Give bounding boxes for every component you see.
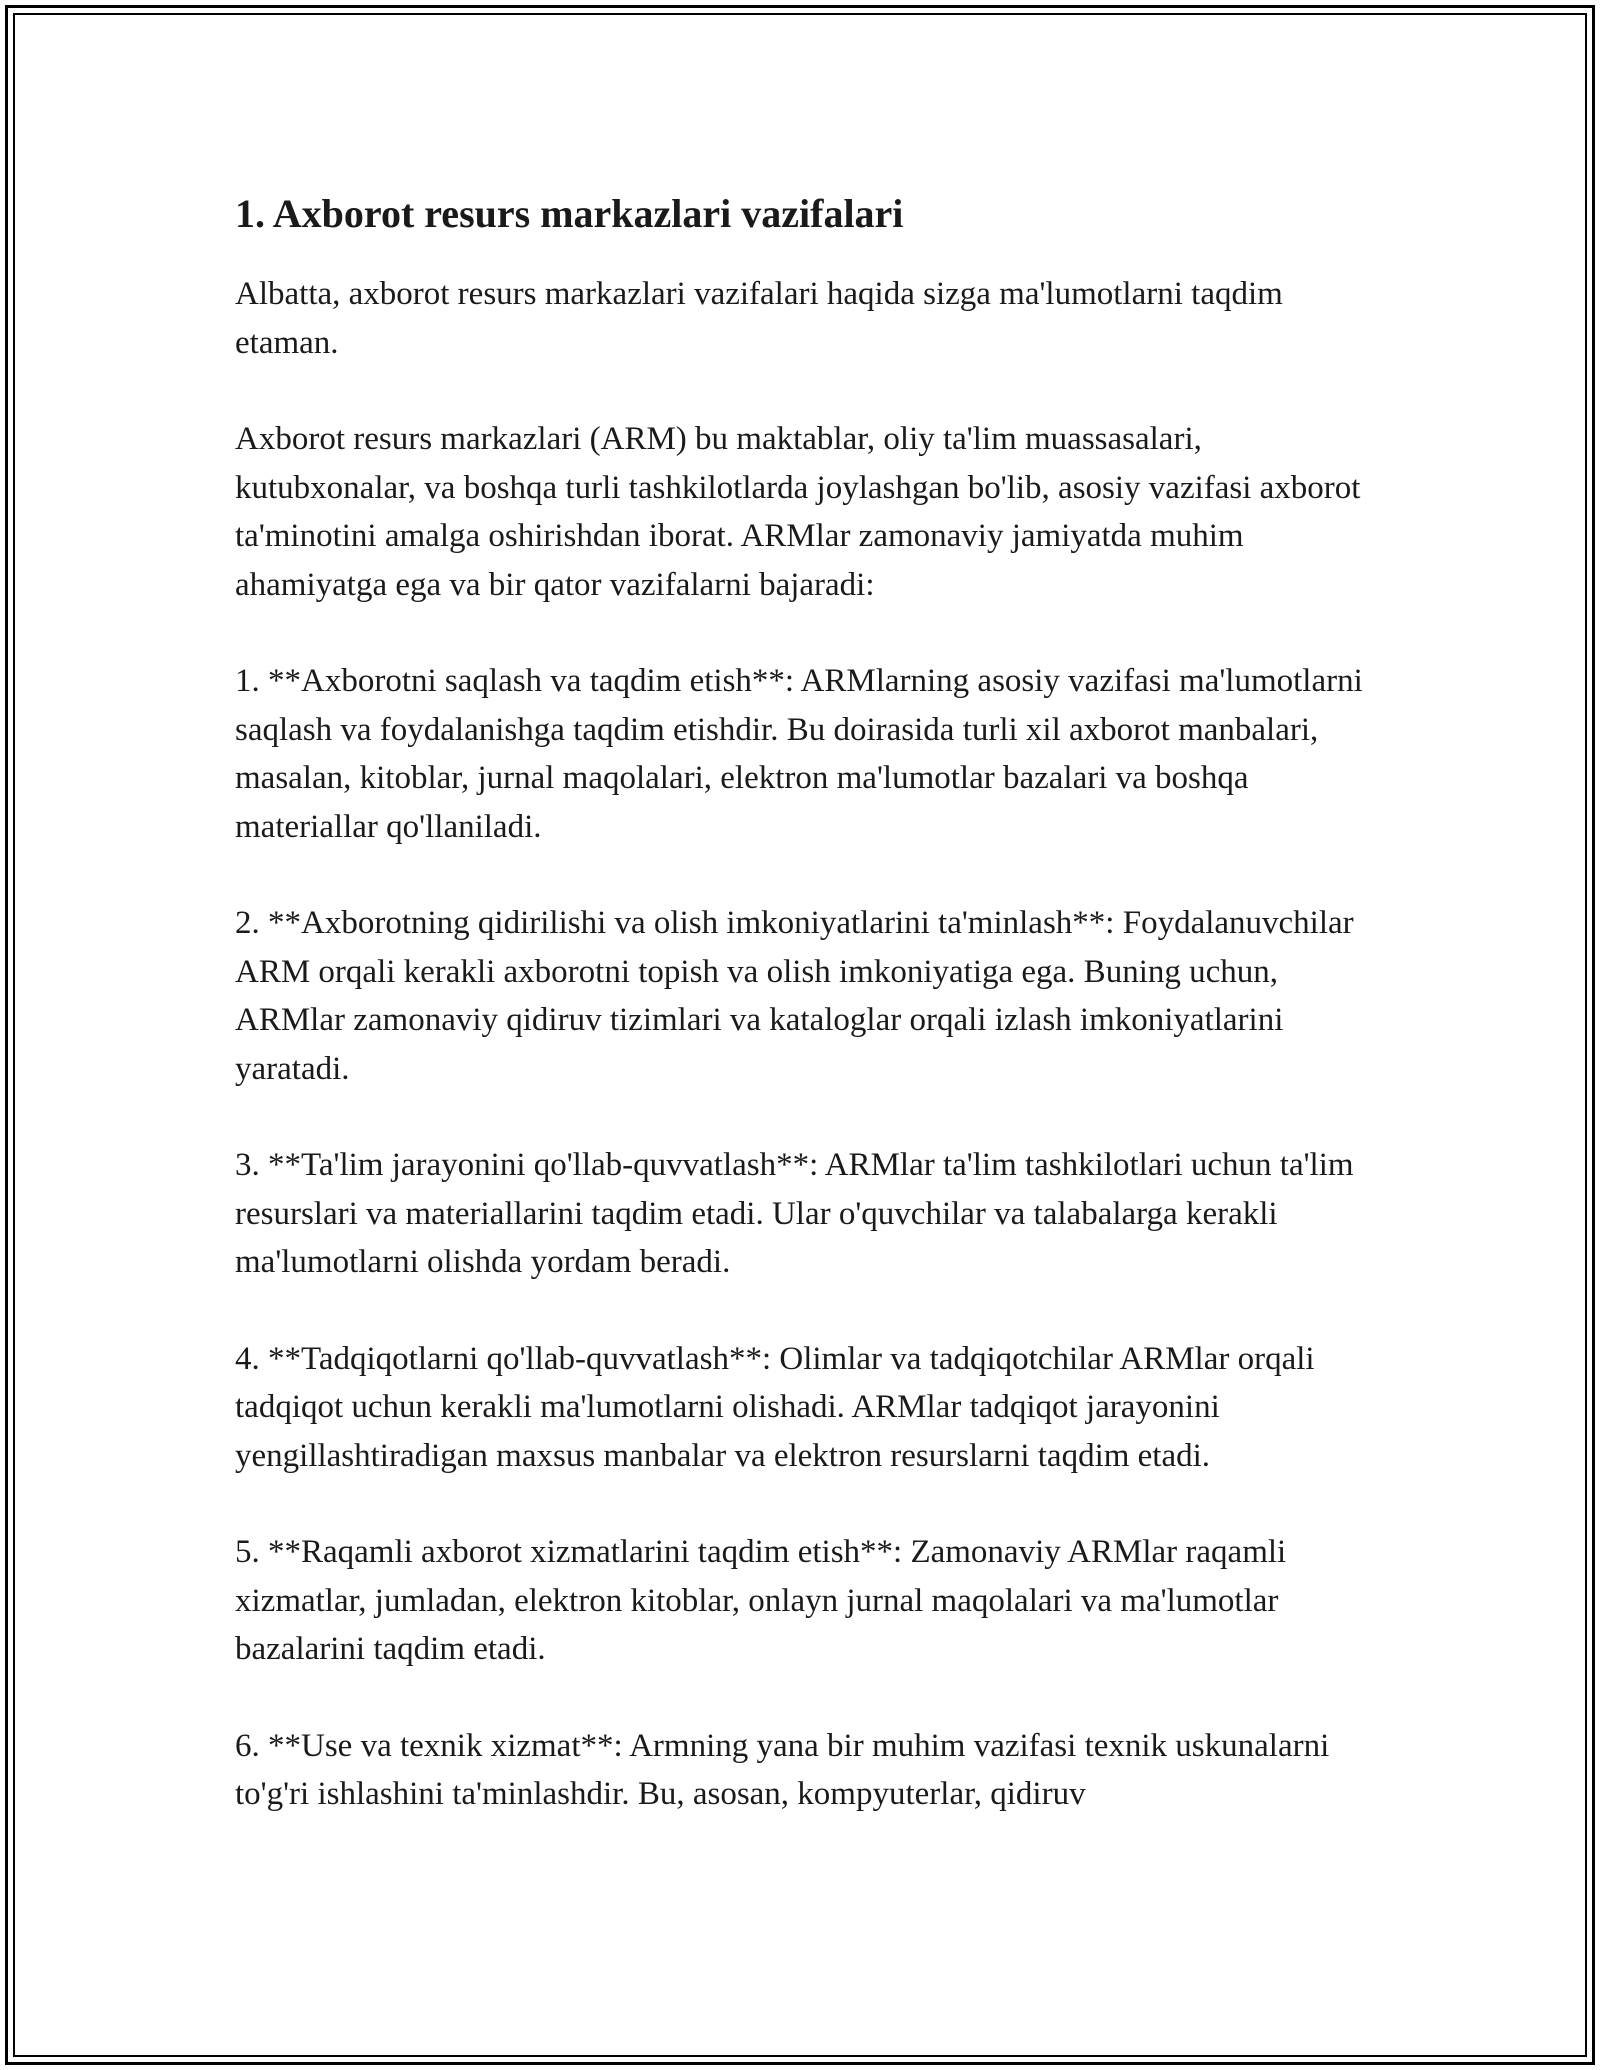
paragraph-definition: Axborot resurs markazlari (ARM) bu maktablar, oliy ta'lim muassasalari, kutubxonalar, va boshqa turli tashkilotlarda joylashgan bo'lib, asosiy vazifasi axborot ta'minotini amalga oshirishdan iborat. ARMlar zamonaviy jamiyatda muhim ahamiyatga ega va bir qator vazifalarni bajaradi: (235, 421, 1361, 603)
list-item-3: 3. **Ta'lim jarayonini qo'llab-quvvatlash**: ARMlar ta'lim tashkilotlari uchun ta'lim resurslari va materiallarini taqdim etadi. Ular o'quvchilar va talabalarga kerakli ma'lumotlarni olishda yordam beradi. (235, 1147, 1354, 1280)
list-item-5: 5. **Raqamli axborot xizmatlarini taqdim etish**: Zamonaviy ARMlar raqamli xizmatlar, jumladan, elektron kitoblar, onlayn jurnal maqolalari va ma'lumotlar bazalarini taqdim etadi. (235, 1534, 1287, 1667)
paragraph-intro: Albatta, axborot resurs markazlari vazifalari haqida sizga ma'lumotlarni taqdim etaman. (235, 276, 1283, 361)
list-item-1: 1. **Axborotni saqlash va taqdim etish**: ARMlarning asosiy vazifasi ma'lumotlarni saqlash va foydalanishga taqdim etishdir. Bu doirasida turli xil axborot manbalari, masalan, kitoblar, jurnal maqolalari, elektron ma'lumotlar bazalari va boshqa materiallar qo'llaniladi. (235, 663, 1363, 845)
list-item-6: 6. **Use va texnik xizmat**: Armning yana bir muhim vazifasi texnik uskunalarni to'g'ri ishlashini ta'minlashdir. Bu, asosan, kompyuterlar, qidiruv (235, 1727, 1330, 1812)
list-item-4: 4. **Tadqiqotlarni qo'llab-quvvatlash**: Olimlar va tadqiqotchilar ARMlar orqali tadqiqot uchun kerakli ma'lumotlarni olishadi. ARMlar tadqiqot jarayonini yengillashtiradigan maxsus manbalar va elektron resurslarni taqdim etadi. (235, 1340, 1315, 1474)
document-body (235, 180, 1385, 1819)
list-item-2: 2. **Axborotning qidirilishi va olish imkoniyatlarini ta'minlash**: Foydalanuvchilar ARM orqali kerakli axborotni topish va olish imkoniyatiga ega. Buning uchun, ARMlar zamonaviy qidiruv tizimlari va kataloglar orqali izlash imkoniyatlarini yaratadi. (235, 905, 1354, 1087)
document-title: 1. Axborot resurs markazlari vazifalari (235, 191, 904, 236)
